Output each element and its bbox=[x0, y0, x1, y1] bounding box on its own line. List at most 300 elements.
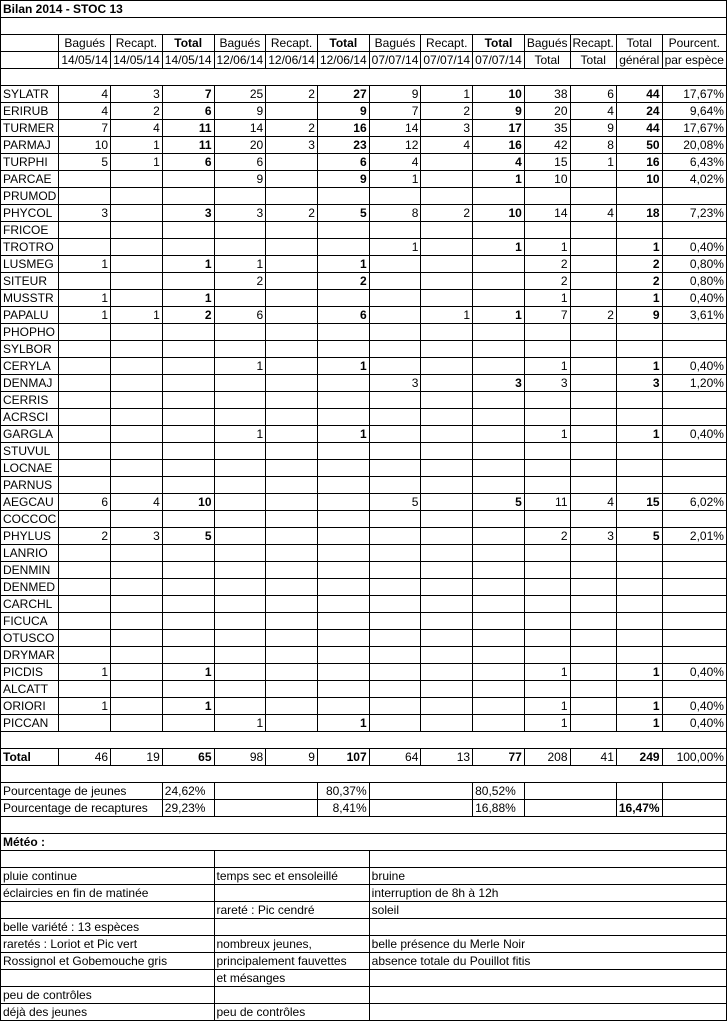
value-cell bbox=[369, 188, 421, 205]
value-cell: 0,40% bbox=[662, 290, 726, 307]
value-cell: 14 bbox=[524, 205, 570, 222]
note-cell: temps sec et ensoleillé bbox=[214, 868, 369, 885]
value-cell: 5 bbox=[616, 528, 662, 545]
value-cell: 3 bbox=[111, 86, 163, 103]
value-cell bbox=[616, 222, 662, 239]
column-header: Total bbox=[570, 52, 616, 69]
value-cell bbox=[162, 630, 214, 647]
notes-row bbox=[1, 885, 727, 902]
value-cell bbox=[524, 222, 570, 239]
value-cell bbox=[111, 681, 163, 698]
value-cell bbox=[662, 443, 726, 460]
column-header: Total bbox=[616, 35, 662, 52]
value-cell bbox=[266, 375, 318, 392]
pct-value: 80,52% bbox=[473, 783, 525, 800]
species-row bbox=[1, 137, 727, 154]
pct-total bbox=[616, 783, 662, 800]
value-cell bbox=[59, 596, 111, 613]
value-cell bbox=[524, 647, 570, 664]
value-cell bbox=[162, 613, 214, 630]
value-cell bbox=[570, 222, 616, 239]
note-cell: rareté : Pic cendré bbox=[214, 902, 369, 919]
value-cell: 9 bbox=[214, 103, 266, 120]
value-cell bbox=[214, 545, 266, 562]
value-cell bbox=[524, 579, 570, 596]
species-code: ALCATT bbox=[1, 681, 59, 698]
value-cell bbox=[570, 596, 616, 613]
meteo-label: Météo : bbox=[1, 834, 727, 851]
value-cell bbox=[421, 511, 473, 528]
value-cell bbox=[266, 273, 318, 290]
value-cell: 98 bbox=[214, 749, 266, 766]
value-cell bbox=[162, 545, 214, 562]
value-cell: 0,40% bbox=[662, 664, 726, 681]
value-cell bbox=[111, 647, 163, 664]
value-cell bbox=[570, 681, 616, 698]
value-cell bbox=[59, 562, 111, 579]
value-cell bbox=[570, 664, 616, 681]
blank-cell bbox=[1, 69, 727, 86]
value-cell: 41 bbox=[570, 749, 616, 766]
value-cell bbox=[662, 613, 726, 630]
value-cell bbox=[662, 222, 726, 239]
value-cell: 4 bbox=[111, 494, 163, 511]
value-cell bbox=[524, 545, 570, 562]
column-header: Bagués bbox=[59, 35, 111, 52]
spacer-row bbox=[1, 732, 727, 749]
note-cell: soleil bbox=[369, 902, 726, 919]
value-cell bbox=[473, 579, 525, 596]
note-cell: nombreux jeunes, bbox=[214, 936, 369, 953]
value-cell bbox=[266, 222, 318, 239]
value-cell bbox=[570, 375, 616, 392]
value-cell bbox=[369, 511, 421, 528]
value-cell bbox=[317, 528, 369, 545]
value-cell bbox=[266, 103, 318, 120]
value-cell bbox=[111, 358, 163, 375]
species-code: PHYLUS bbox=[1, 528, 59, 545]
value-cell: 12 bbox=[369, 137, 421, 154]
value-cell bbox=[570, 460, 616, 477]
column-header: 14/05/14 bbox=[59, 52, 111, 69]
value-cell: 3 bbox=[214, 205, 266, 222]
species-row bbox=[1, 698, 727, 715]
notes-row bbox=[1, 851, 727, 868]
species-code: OTUSCO bbox=[1, 630, 59, 647]
value-cell bbox=[369, 290, 421, 307]
value-cell bbox=[214, 528, 266, 545]
value-cell: 1 bbox=[473, 239, 525, 256]
value-cell bbox=[317, 647, 369, 664]
value-cell bbox=[111, 375, 163, 392]
value-cell bbox=[162, 273, 214, 290]
value-cell bbox=[162, 171, 214, 188]
value-cell bbox=[266, 579, 318, 596]
value-cell: 0,40% bbox=[662, 239, 726, 256]
species-row bbox=[1, 596, 727, 613]
value-cell bbox=[421, 681, 473, 698]
value-cell: 5 bbox=[59, 154, 111, 171]
species-code: PARMAJ bbox=[1, 137, 59, 154]
value-cell bbox=[369, 324, 421, 341]
value-cell bbox=[59, 324, 111, 341]
value-cell bbox=[369, 545, 421, 562]
value-cell bbox=[369, 341, 421, 358]
value-cell bbox=[266, 324, 318, 341]
value-cell: 2 bbox=[421, 103, 473, 120]
value-cell bbox=[317, 477, 369, 494]
value-cell: 1 bbox=[524, 358, 570, 375]
value-cell: 9 bbox=[214, 171, 266, 188]
spacer-row bbox=[1, 69, 727, 86]
value-cell: 11 bbox=[162, 137, 214, 154]
note-cell bbox=[214, 851, 369, 868]
value-cell: 4 bbox=[59, 103, 111, 120]
value-cell bbox=[317, 630, 369, 647]
value-cell: 1 bbox=[524, 239, 570, 256]
value-cell: 1 bbox=[524, 426, 570, 443]
value-cell bbox=[570, 511, 616, 528]
value-cell bbox=[421, 477, 473, 494]
value-cell bbox=[59, 222, 111, 239]
value-cell bbox=[111, 630, 163, 647]
column-header: Total bbox=[524, 52, 570, 69]
species-row bbox=[1, 222, 727, 239]
value-cell bbox=[369, 460, 421, 477]
species-code: CERRIS bbox=[1, 392, 59, 409]
value-cell: 2 bbox=[111, 103, 163, 120]
value-cell bbox=[59, 613, 111, 630]
value-cell: 1 bbox=[616, 358, 662, 375]
value-cell: 42 bbox=[524, 137, 570, 154]
value-cell: 1 bbox=[524, 715, 570, 732]
value-cell bbox=[111, 698, 163, 715]
value-cell bbox=[524, 443, 570, 460]
value-cell bbox=[473, 647, 525, 664]
value-cell bbox=[162, 715, 214, 732]
species-code: SYLATR bbox=[1, 86, 59, 103]
pct-value: 8,41% bbox=[317, 800, 369, 817]
value-cell bbox=[473, 256, 525, 273]
note-cell: éclaircies en fin de matinée bbox=[1, 885, 215, 902]
value-cell bbox=[162, 341, 214, 358]
value-cell bbox=[524, 188, 570, 205]
value-cell: 1 bbox=[421, 86, 473, 103]
blank-cell bbox=[662, 783, 726, 800]
value-cell bbox=[162, 188, 214, 205]
value-cell: 6 bbox=[317, 154, 369, 171]
note-cell: principalement fauvettes bbox=[214, 953, 369, 970]
value-cell bbox=[59, 358, 111, 375]
value-cell bbox=[421, 256, 473, 273]
note-cell: raretés : Loriot et Pic vert bbox=[1, 936, 215, 953]
column-header: 14/05/14 bbox=[111, 52, 163, 69]
value-cell: 1 bbox=[616, 290, 662, 307]
note-cell: belle variété : 13 espèces bbox=[1, 919, 215, 936]
value-cell: 4 bbox=[111, 120, 163, 137]
value-cell: 77 bbox=[473, 749, 525, 766]
value-cell bbox=[214, 664, 266, 681]
value-cell bbox=[266, 494, 318, 511]
value-cell bbox=[662, 596, 726, 613]
value-cell bbox=[421, 426, 473, 443]
pct-value: 29,23% bbox=[162, 800, 214, 817]
value-cell: 1 bbox=[524, 664, 570, 681]
value-cell bbox=[266, 443, 318, 460]
value-cell: 0,80% bbox=[662, 273, 726, 290]
value-cell bbox=[570, 545, 616, 562]
value-cell: 4 bbox=[570, 205, 616, 222]
value-cell: 7,23% bbox=[662, 205, 726, 222]
value-cell bbox=[473, 443, 525, 460]
value-cell: 6 bbox=[162, 154, 214, 171]
pct-value: 80,37% bbox=[317, 783, 369, 800]
value-cell bbox=[369, 358, 421, 375]
value-cell bbox=[421, 290, 473, 307]
value-cell bbox=[662, 647, 726, 664]
column-header: 12/06/14 bbox=[266, 52, 318, 69]
value-cell bbox=[214, 443, 266, 460]
value-cell: 4,02% bbox=[662, 171, 726, 188]
species-code: DENMIN bbox=[1, 562, 59, 579]
value-cell: 1 bbox=[473, 307, 525, 324]
value-cell: 10 bbox=[616, 171, 662, 188]
notes-row bbox=[1, 936, 727, 953]
species-code: PARNUS bbox=[1, 477, 59, 494]
pct-value: 16,88% bbox=[473, 800, 525, 817]
value-cell bbox=[214, 562, 266, 579]
value-cell: 2 bbox=[317, 273, 369, 290]
value-cell bbox=[473, 290, 525, 307]
value-cell: 0,80% bbox=[662, 256, 726, 273]
value-cell: 1 bbox=[214, 426, 266, 443]
value-cell: 46 bbox=[59, 749, 111, 766]
value-cell bbox=[473, 511, 525, 528]
value-cell: 1 bbox=[214, 256, 266, 273]
notes-row bbox=[1, 953, 727, 970]
note-cell: et mésanges bbox=[214, 970, 369, 987]
value-cell bbox=[421, 715, 473, 732]
value-cell: 2 bbox=[59, 528, 111, 545]
note-cell bbox=[369, 851, 726, 868]
value-cell bbox=[616, 562, 662, 579]
value-cell bbox=[266, 647, 318, 664]
value-cell bbox=[369, 426, 421, 443]
value-cell bbox=[616, 511, 662, 528]
value-cell bbox=[616, 647, 662, 664]
species-code: STUVUL bbox=[1, 443, 59, 460]
value-cell bbox=[421, 188, 473, 205]
value-cell bbox=[317, 188, 369, 205]
value-cell bbox=[662, 579, 726, 596]
value-cell bbox=[111, 715, 163, 732]
column-header: 12/06/14 bbox=[214, 52, 266, 69]
value-cell: 3 bbox=[266, 137, 318, 154]
value-cell bbox=[524, 460, 570, 477]
value-cell: 17,67% bbox=[662, 86, 726, 103]
value-cell bbox=[214, 341, 266, 358]
value-cell: 3 bbox=[369, 375, 421, 392]
value-cell bbox=[570, 613, 616, 630]
note-cell bbox=[214, 987, 369, 1004]
value-cell bbox=[473, 528, 525, 545]
value-cell: 3,61% bbox=[662, 307, 726, 324]
value-cell: 6 bbox=[214, 307, 266, 324]
value-cell bbox=[266, 392, 318, 409]
value-cell: 18 bbox=[616, 205, 662, 222]
value-cell bbox=[369, 273, 421, 290]
value-cell bbox=[317, 562, 369, 579]
value-cell: 4 bbox=[570, 494, 616, 511]
value-cell bbox=[662, 341, 726, 358]
value-cell: 4 bbox=[421, 137, 473, 154]
species-row bbox=[1, 375, 727, 392]
species-code: PAPALU bbox=[1, 307, 59, 324]
species-code: DENMAJ bbox=[1, 375, 59, 392]
species-row bbox=[1, 256, 727, 273]
value-cell bbox=[473, 545, 525, 562]
value-cell bbox=[111, 324, 163, 341]
value-cell bbox=[473, 273, 525, 290]
species-code: FICUCA bbox=[1, 613, 59, 630]
value-cell bbox=[473, 630, 525, 647]
value-cell: 6 bbox=[162, 103, 214, 120]
value-cell: 16 bbox=[473, 137, 525, 154]
value-cell bbox=[266, 290, 318, 307]
value-cell: 1 bbox=[317, 426, 369, 443]
value-cell: 1 bbox=[59, 698, 111, 715]
species-row bbox=[1, 307, 727, 324]
value-cell bbox=[162, 443, 214, 460]
value-cell: 14 bbox=[214, 120, 266, 137]
blank-cell bbox=[214, 783, 317, 800]
value-cell bbox=[266, 528, 318, 545]
value-cell: 19 bbox=[111, 749, 163, 766]
value-cell: 4 bbox=[473, 154, 525, 171]
value-cell: 8 bbox=[369, 205, 421, 222]
value-cell bbox=[162, 239, 214, 256]
species-row bbox=[1, 613, 727, 630]
value-cell bbox=[570, 392, 616, 409]
value-cell: 15 bbox=[524, 154, 570, 171]
value-cell: 5 bbox=[369, 494, 421, 511]
value-cell bbox=[266, 715, 318, 732]
value-cell bbox=[473, 681, 525, 698]
value-cell bbox=[214, 579, 266, 596]
value-cell bbox=[162, 358, 214, 375]
value-cell: 3 bbox=[616, 375, 662, 392]
value-cell bbox=[317, 324, 369, 341]
value-cell bbox=[111, 290, 163, 307]
value-cell bbox=[421, 664, 473, 681]
value-cell bbox=[662, 511, 726, 528]
value-cell: 7 bbox=[59, 120, 111, 137]
value-cell bbox=[421, 324, 473, 341]
blank-cell bbox=[1, 817, 727, 834]
species-row bbox=[1, 460, 727, 477]
value-cell: 20,08% bbox=[662, 137, 726, 154]
value-cell bbox=[162, 477, 214, 494]
value-cell bbox=[111, 664, 163, 681]
value-cell: 2 bbox=[266, 120, 318, 137]
value-cell: 1 bbox=[214, 358, 266, 375]
species-code: ERIRUB bbox=[1, 103, 59, 120]
value-cell bbox=[317, 596, 369, 613]
value-cell bbox=[473, 392, 525, 409]
value-cell bbox=[59, 188, 111, 205]
value-cell bbox=[570, 443, 616, 460]
value-cell: 38 bbox=[524, 86, 570, 103]
species-row bbox=[1, 205, 727, 222]
value-cell: 6 bbox=[570, 86, 616, 103]
column-header: Recapt. bbox=[111, 35, 163, 52]
value-cell bbox=[570, 562, 616, 579]
value-cell bbox=[421, 222, 473, 239]
note-cell: peu de contrôles bbox=[1, 987, 215, 1004]
value-cell: 1 bbox=[162, 664, 214, 681]
value-cell bbox=[524, 511, 570, 528]
value-cell: 1 bbox=[524, 698, 570, 715]
value-cell bbox=[524, 409, 570, 426]
value-cell: 15 bbox=[616, 494, 662, 511]
species-row bbox=[1, 239, 727, 256]
value-cell: 5 bbox=[162, 528, 214, 545]
value-cell bbox=[616, 392, 662, 409]
value-cell bbox=[421, 528, 473, 545]
value-cell: 2 bbox=[524, 256, 570, 273]
value-cell: 0,40% bbox=[662, 698, 726, 715]
value-cell bbox=[616, 579, 662, 596]
species-row bbox=[1, 579, 727, 596]
value-cell: 6 bbox=[59, 494, 111, 511]
header1-row bbox=[1, 35, 727, 52]
value-cell bbox=[162, 562, 214, 579]
value-cell bbox=[662, 324, 726, 341]
value-cell bbox=[162, 409, 214, 426]
blank-cell bbox=[1, 732, 727, 749]
notes-row bbox=[1, 868, 727, 885]
value-cell bbox=[214, 188, 266, 205]
value-cell: 3 bbox=[421, 120, 473, 137]
species-row bbox=[1, 120, 727, 137]
value-cell bbox=[266, 460, 318, 477]
value-cell bbox=[369, 528, 421, 545]
value-cell: 20 bbox=[214, 137, 266, 154]
notes-row bbox=[1, 902, 727, 919]
species-code: PHYCOL bbox=[1, 205, 59, 222]
header2-row bbox=[1, 52, 727, 69]
notes-row bbox=[1, 970, 727, 987]
value-cell bbox=[524, 596, 570, 613]
column-header: 07/07/14 bbox=[421, 52, 473, 69]
value-cell: 3 bbox=[570, 528, 616, 545]
spacer-row bbox=[1, 766, 727, 783]
column-header: 12/06/14 bbox=[317, 52, 369, 69]
value-cell bbox=[616, 477, 662, 494]
pct-jeunes-row bbox=[1, 783, 727, 800]
value-cell bbox=[473, 426, 525, 443]
value-cell: 1 bbox=[616, 698, 662, 715]
value-cell: 2 bbox=[421, 205, 473, 222]
species-row bbox=[1, 409, 727, 426]
note-cell: pluie continue bbox=[1, 868, 215, 885]
value-cell bbox=[59, 426, 111, 443]
value-cell: 3 bbox=[111, 528, 163, 545]
value-cell bbox=[369, 409, 421, 426]
pct-label: Pourcentage de recaptures bbox=[1, 800, 163, 817]
value-cell bbox=[266, 596, 318, 613]
value-cell bbox=[570, 409, 616, 426]
